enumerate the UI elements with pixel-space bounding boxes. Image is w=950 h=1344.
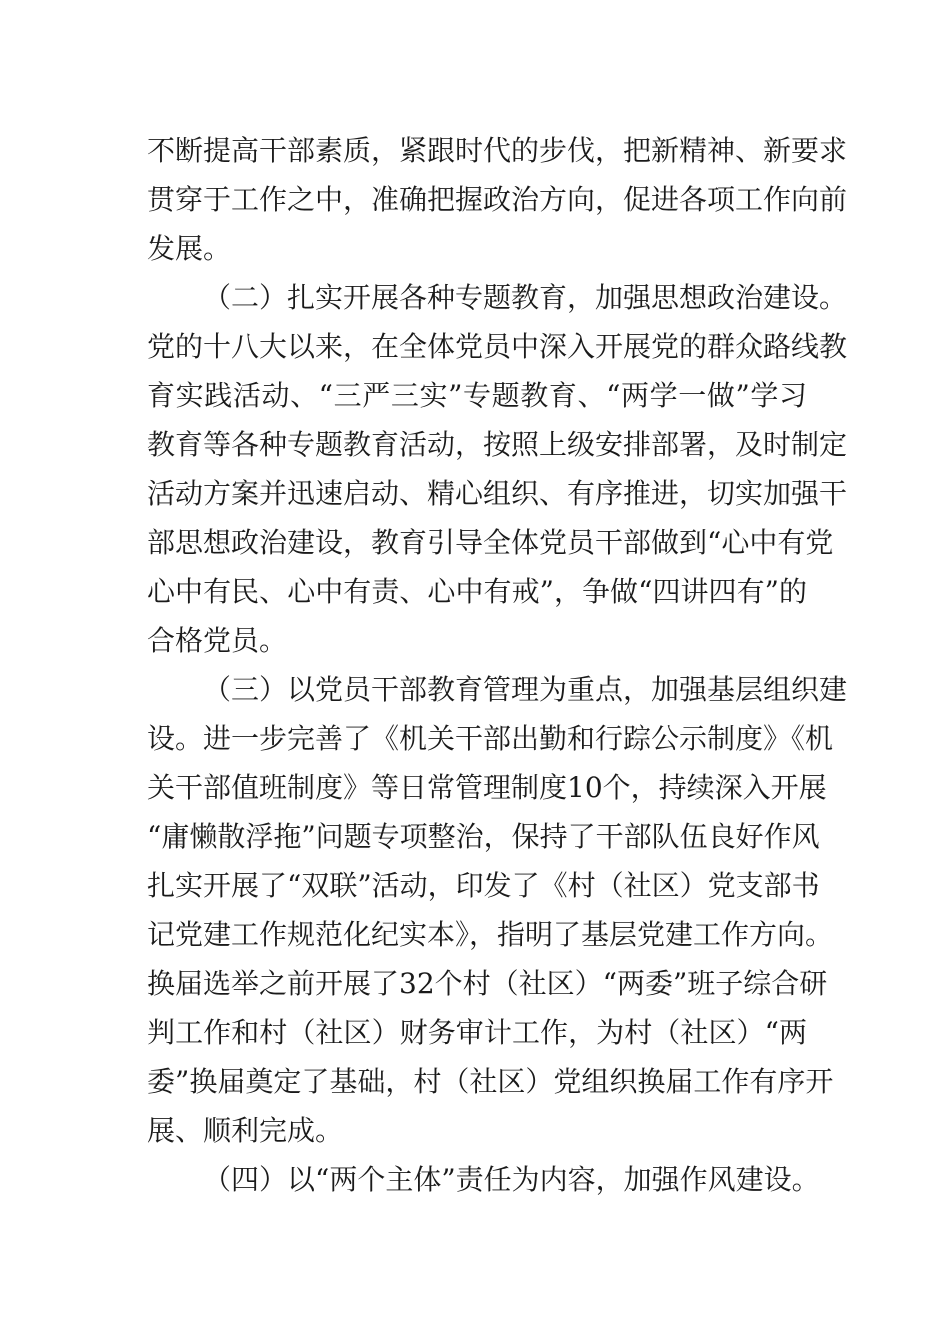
text-line: 部思想政治建设，教育引导全体党员干部做到“心中有党 bbox=[147, 526, 834, 559]
section-heading: （三）以党员干部教育管理为重点，加强基层组织建 bbox=[203, 673, 848, 706]
text-line: 记党建工作规范化纪实本》，指明了基层党建工作方向。 bbox=[147, 918, 834, 951]
text-line: 换届选举之前开展了32个村（社区）“两委”班子综合研 bbox=[147, 967, 828, 1000]
text-line: 展、顺利完成。 bbox=[147, 1114, 344, 1147]
body-text bbox=[147, 126, 848, 1204]
text-line: 扎实开展了“双联”活动，印发了《村（社区）党支部书 bbox=[147, 869, 820, 902]
text-line: 设。进一步完善了《机关干部出勤和行踪公示制度》《机 bbox=[147, 722, 834, 755]
text-line: 不断提高干部素质，紧跟时代的步伐，把新精神、新要求 bbox=[147, 134, 848, 167]
section-heading: （二）扎实开展各种专题教育，加强思想政治建设。 bbox=[203, 281, 848, 314]
text-line: 教育等各种专题教育活动，按照上级安排部署，及时制定 bbox=[147, 428, 848, 461]
text-line: 贯穿于工作之中，准确把握政治方向，促进各项工作向前 bbox=[147, 183, 848, 216]
section-heading: （四）以“两个主体”责任为内容，加强作风建设。 bbox=[203, 1163, 820, 1196]
text-line: 委”换届奠定了基础，村（社区）党组织换届工作有序开 bbox=[147, 1065, 834, 1098]
text-line: 关干部值班制度》等日常管理制度10个，持续深入开展 bbox=[147, 771, 827, 804]
text-line: 育实践活动、“三严三实”专题教育、“两学一做”学习 bbox=[147, 379, 807, 412]
text-line: 合格党员。 bbox=[147, 624, 288, 657]
text-line: 判工作和村（社区）财务审计工作，为村（社区）“两 bbox=[147, 1016, 807, 1049]
text-line: 心中有民、心中有责、心中有戒”，争做“四讲四有”的 bbox=[147, 575, 807, 608]
text-line: “庸懒散浮拖”问题专项整治，保持了干部队伍良好作风 bbox=[147, 820, 820, 853]
text-line: 党的十八大以来，在全体党员中深入开展党的群众路线教 bbox=[147, 330, 848, 363]
text-line: 活动方案并迅速启动、精心组织、有序推进，切实加强干 bbox=[147, 477, 848, 510]
text-line: 发展。 bbox=[147, 232, 232, 265]
